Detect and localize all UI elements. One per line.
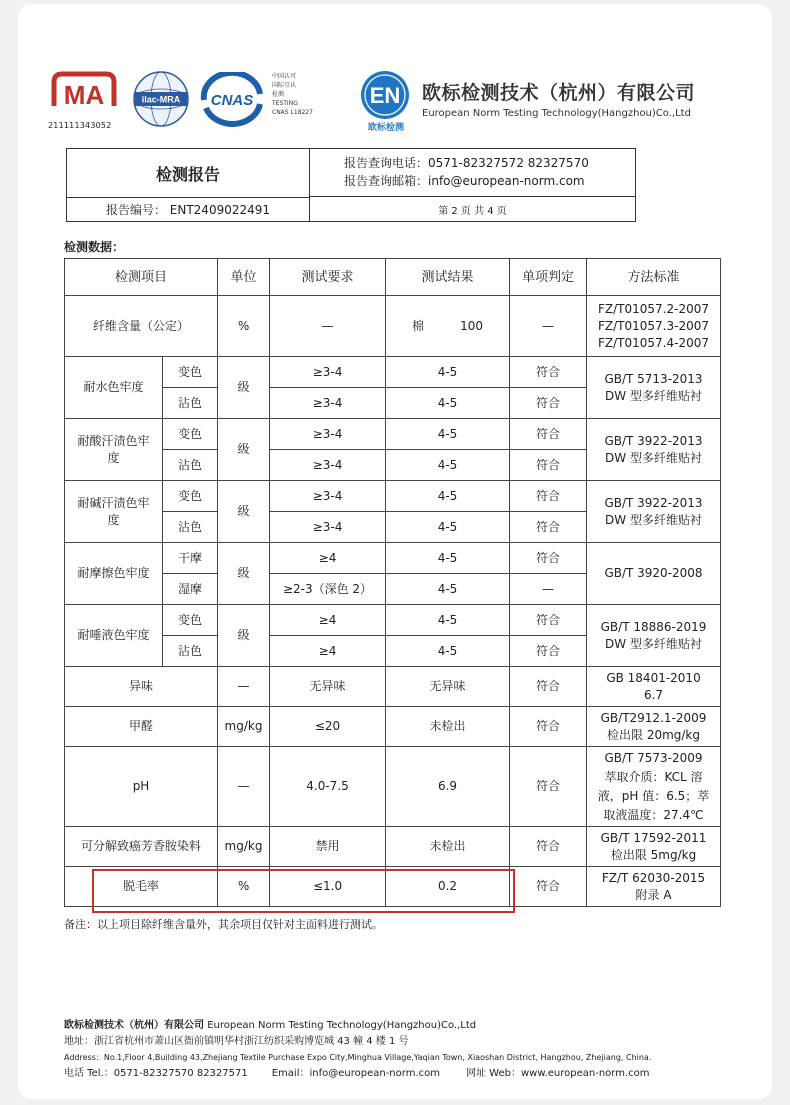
table-row	[65, 543, 721, 574]
cell-result	[386, 296, 510, 357]
eu-logo-text: EN	[369, 83, 401, 108]
result-material: 棉	[412, 318, 425, 333]
cell-result: 4-5	[386, 636, 510, 667]
cell-subitem: 变色	[163, 357, 218, 388]
cell-standard	[587, 667, 721, 707]
report-phone: 报告查询电话：0571-82327572 82327570	[344, 156, 589, 170]
cell-standard	[587, 867, 721, 907]
std-line: GB/T 5713-2013	[604, 371, 703, 386]
footer-address-cn: 地址：浙江省杭州市萧山区衙前镇明华村浙江纺织采购博览城 43 幢 4 楼 1 号	[64, 1036, 409, 1047]
std-line: 检出限 5mg/kg	[610, 847, 697, 862]
cell-unit: 级	[218, 357, 270, 419]
european-norm-logo-icon	[360, 70, 410, 120]
cell-requirement: ≥3-4	[270, 419, 386, 450]
cell-standard	[587, 419, 721, 481]
cell-requirement: —	[270, 296, 386, 357]
table-row	[65, 667, 721, 707]
std-line: GB/T 3922-2013	[604, 433, 703, 448]
cell-judgment: 符合	[510, 867, 587, 907]
cell-result: 4-5	[386, 357, 510, 388]
cell-judgment: 符合	[510, 747, 587, 827]
std-line: DW 型多纤维贴衬	[605, 450, 702, 465]
cell-requirement: ≤1.0	[270, 867, 386, 907]
cell-item: 耐唾液色牢度	[65, 605, 163, 667]
std-line: GB/T 3922-2013	[604, 495, 703, 510]
cell-unit: 级	[218, 543, 270, 605]
cell-judgment: 符合	[510, 450, 587, 481]
cell-requirement: ≥4	[270, 605, 386, 636]
cell-unit: 级	[218, 605, 270, 667]
table-row	[65, 481, 721, 512]
cell-judgment: 符合	[510, 827, 587, 867]
footer-company	[64, 1018, 744, 1034]
report-title: 检测报告	[67, 149, 310, 198]
cnas-logo-icon	[198, 72, 266, 128]
logo-bar	[50, 70, 730, 140]
cell-standard	[587, 605, 721, 667]
cell-item	[65, 419, 163, 481]
cell-result: 4-5	[386, 388, 510, 419]
cell-subitem: 沾色	[163, 388, 218, 419]
footer-contacts	[64, 1066, 744, 1082]
cell-judgment: 符合	[510, 543, 587, 574]
cell-subitem: 湿摩	[163, 574, 218, 605]
cell-subitem: 干摩	[163, 543, 218, 574]
cell-item: 异味	[65, 667, 218, 707]
cell-subitem: 沾色	[163, 636, 218, 667]
std-line: DW 型多纤维贴衬	[605, 512, 702, 527]
table-row	[65, 747, 721, 827]
cell-result: 未检出	[386, 707, 510, 747]
std-line: 检出限 20mg/kg	[607, 727, 701, 742]
footer-tel: 电话 Tel.：0571-82327570 82327571	[64, 1068, 248, 1079]
std-line: FZ/T01057.4-2007	[598, 335, 710, 350]
cell-item: 脱毛率	[65, 867, 218, 907]
cell-judgment: 符合	[510, 605, 587, 636]
cell-subitem: 变色	[163, 481, 218, 512]
cnas-line: TESTING	[272, 100, 298, 107]
cell-subitem: 变色	[163, 419, 218, 450]
report-number: 报告编号： ENT2409022491	[67, 198, 310, 221]
cell-result: 4-5	[386, 481, 510, 512]
cell-requirement: ≥2-3（深色 2）	[270, 574, 386, 605]
cell-item: pH	[65, 747, 218, 827]
cell-result: 未检出	[386, 827, 510, 867]
cell-result: 4-5	[386, 605, 510, 636]
cell-result: 4-5	[386, 574, 510, 605]
std-line: DW 型多纤维贴衬	[605, 636, 702, 651]
cell-subitem: 沾色	[163, 512, 218, 543]
header-judgment: 单项判定	[510, 259, 587, 296]
cell-judgment: 符合	[510, 481, 587, 512]
cell-judgment: 符合	[510, 512, 587, 543]
cell-result: 0.2	[386, 867, 510, 907]
cell-judgment: 符合	[510, 419, 587, 450]
cell-unit: 级	[218, 419, 270, 481]
cell-item: 可分解致癌芳香胺染料	[65, 827, 218, 867]
cell-judgment: 符合	[510, 667, 587, 707]
std-line: FZ/T01057.2-2007	[598, 301, 710, 316]
std-line: 萃取介质：KCL 溶	[604, 769, 703, 784]
cnas-line: 中国认可	[272, 73, 297, 80]
footer-web: 网址 Web：www.european-norm.com	[465, 1068, 650, 1079]
cell-requirement: ≥4	[270, 543, 386, 574]
cnas-line: 国际互认	[272, 82, 297, 89]
cell-judgment: —	[510, 574, 587, 605]
cell-result: 4-5	[386, 543, 510, 574]
cell-result: 6.9	[386, 747, 510, 827]
cnas-line: CNAS L18227	[272, 109, 313, 116]
table-row	[65, 357, 721, 388]
table-note: 备注：以上项目除纤维含量外，其余项目仅针对主面料进行测试。	[64, 918, 383, 931]
cell-requirement: ≤20	[270, 707, 386, 747]
cell-result: 无异味	[386, 667, 510, 707]
header-item: 检测项目	[65, 259, 218, 296]
company-name-en: European Norm Testing Technology(Hangzhou)Co.,Ltd	[422, 108, 691, 119]
table-row	[65, 419, 721, 450]
cell-judgment: 符合	[510, 707, 587, 747]
std-line: GB/T2912.1-2009	[600, 710, 707, 725]
eu-logo-label: 欧标检测	[367, 123, 404, 133]
report-contact	[310, 149, 635, 197]
cell-judgment: 符合	[510, 388, 587, 419]
table-row	[65, 605, 721, 636]
cell-requirement: ≥3-4	[270, 357, 386, 388]
cell-requirement: 无异味	[270, 667, 386, 707]
std-line: GB 18401-2010	[606, 670, 701, 685]
std-line: DW 型多纤维贴衬	[605, 388, 702, 403]
highlight-box	[92, 869, 515, 913]
cell-standard	[587, 827, 721, 867]
cell-unit: mg/kg	[218, 707, 270, 747]
cnas-logo-text: CNAS	[210, 92, 254, 109]
section-title: 检测数据：	[64, 240, 125, 254]
header-requirement: 测试要求	[270, 259, 386, 296]
cell-standard	[587, 747, 721, 827]
report-email: 报告查询邮箱：info@european-norm.com	[344, 174, 585, 188]
ma-number: 211111343052	[48, 121, 112, 130]
cell-requirement: ≥3-4	[270, 512, 386, 543]
cnas-accreditation-text	[272, 72, 313, 117]
std-line: 6.7	[643, 687, 664, 702]
item-line: 耐酸汗渍色牢	[77, 433, 150, 448]
std-line: 附录 A	[635, 887, 672, 902]
cell-unit: mg/kg	[218, 827, 270, 867]
footer-company-en: European Norm Testing Technology(Hangzhou)Co.,Ltd	[207, 1020, 477, 1031]
cell-result: 4-5	[386, 512, 510, 543]
std-line: FZ/T01057.3-2007	[598, 318, 710, 333]
result-value: 100	[460, 318, 483, 333]
table-row	[65, 827, 721, 867]
cell-judgment: 符合	[510, 636, 587, 667]
footer-email: Email：info@european-norm.com	[271, 1068, 440, 1079]
cell-unit: —	[218, 667, 270, 707]
cell-unit: 级	[218, 481, 270, 543]
cell-result: 4-5	[386, 450, 510, 481]
cell-standard	[587, 296, 721, 357]
page-footer	[64, 1018, 744, 1082]
cell-item: 纤维含量（公定）	[65, 296, 218, 357]
std-line: GB/T 7573-2009	[604, 750, 703, 765]
item-line: 度	[107, 512, 120, 527]
ma-logo-icon	[50, 70, 118, 110]
std-line: 取液温度：27.4℃	[603, 807, 704, 822]
cell-item: 耐摩擦色牢度	[65, 543, 163, 605]
ilac-mra-logo-icon	[132, 70, 190, 128]
item-line: 度	[107, 450, 120, 465]
cell-unit: %	[218, 296, 270, 357]
cell-judgment: —	[510, 296, 587, 357]
cell-standard	[587, 481, 721, 543]
cell-judgment: 符合	[510, 357, 587, 388]
cell-item	[65, 481, 163, 543]
header-unit: 单位	[218, 259, 270, 296]
cell-subitem: 变色	[163, 605, 218, 636]
cell-standard	[587, 357, 721, 419]
footer-company-cn: 欧标检测技术（杭州）有限公司	[64, 1020, 204, 1031]
footer-address-en: Address：No.1,Floor 4,Building 43,Zhejiang Textile Purchase Expo City,Minghua Village,Yaqian Town, Xiaoshan District, Hangzhou, Zhejiang, China.	[64, 1053, 652, 1062]
cell-unit: %	[218, 867, 270, 907]
std-line: GB/T 17592-2011	[600, 830, 707, 845]
cell-standard	[587, 707, 721, 747]
cell-requirement: ≥4	[270, 636, 386, 667]
cell-subitem: 沾色	[163, 450, 218, 481]
page-indicator: 第 2 页 共 4 页	[438, 206, 507, 217]
cell-requirement: 禁用	[270, 827, 386, 867]
table-row	[65, 707, 721, 747]
cell-item: 甲醛	[65, 707, 218, 747]
cell-requirement: ≥3-4	[270, 388, 386, 419]
cell-item: 耐水色牢度	[65, 357, 163, 419]
ilac-logo-text: ilac-MRA	[141, 94, 181, 105]
std-line: FZ/T 62030-2015	[601, 870, 706, 885]
cell-requirement: 4.0-7.5	[270, 747, 386, 827]
header-standard: 方法标准	[587, 259, 721, 296]
std-line: GB/T 18886-2019	[600, 619, 707, 634]
cnas-line: 检测	[272, 91, 285, 98]
std-line: 液，pH 值：6.5；萃	[597, 788, 710, 803]
ma-logo-text: MA	[63, 80, 105, 110]
report-header-box	[66, 148, 636, 222]
cell-requirement: ≥3-4	[270, 481, 386, 512]
cell-requirement: ≥3-4	[270, 450, 386, 481]
header-result: 测试结果	[386, 259, 510, 296]
item-line: 耐碱汗渍色牢	[77, 495, 150, 510]
table-header-row	[65, 259, 721, 296]
company-name-cn: 欧标检测技术（杭州）有限公司	[422, 82, 696, 104]
table-row	[65, 296, 721, 357]
cell-standard: GB/T 3920-2008	[587, 543, 721, 605]
cell-result: 4-5	[386, 419, 510, 450]
test-data-table	[64, 258, 721, 907]
cell-unit: —	[218, 747, 270, 827]
